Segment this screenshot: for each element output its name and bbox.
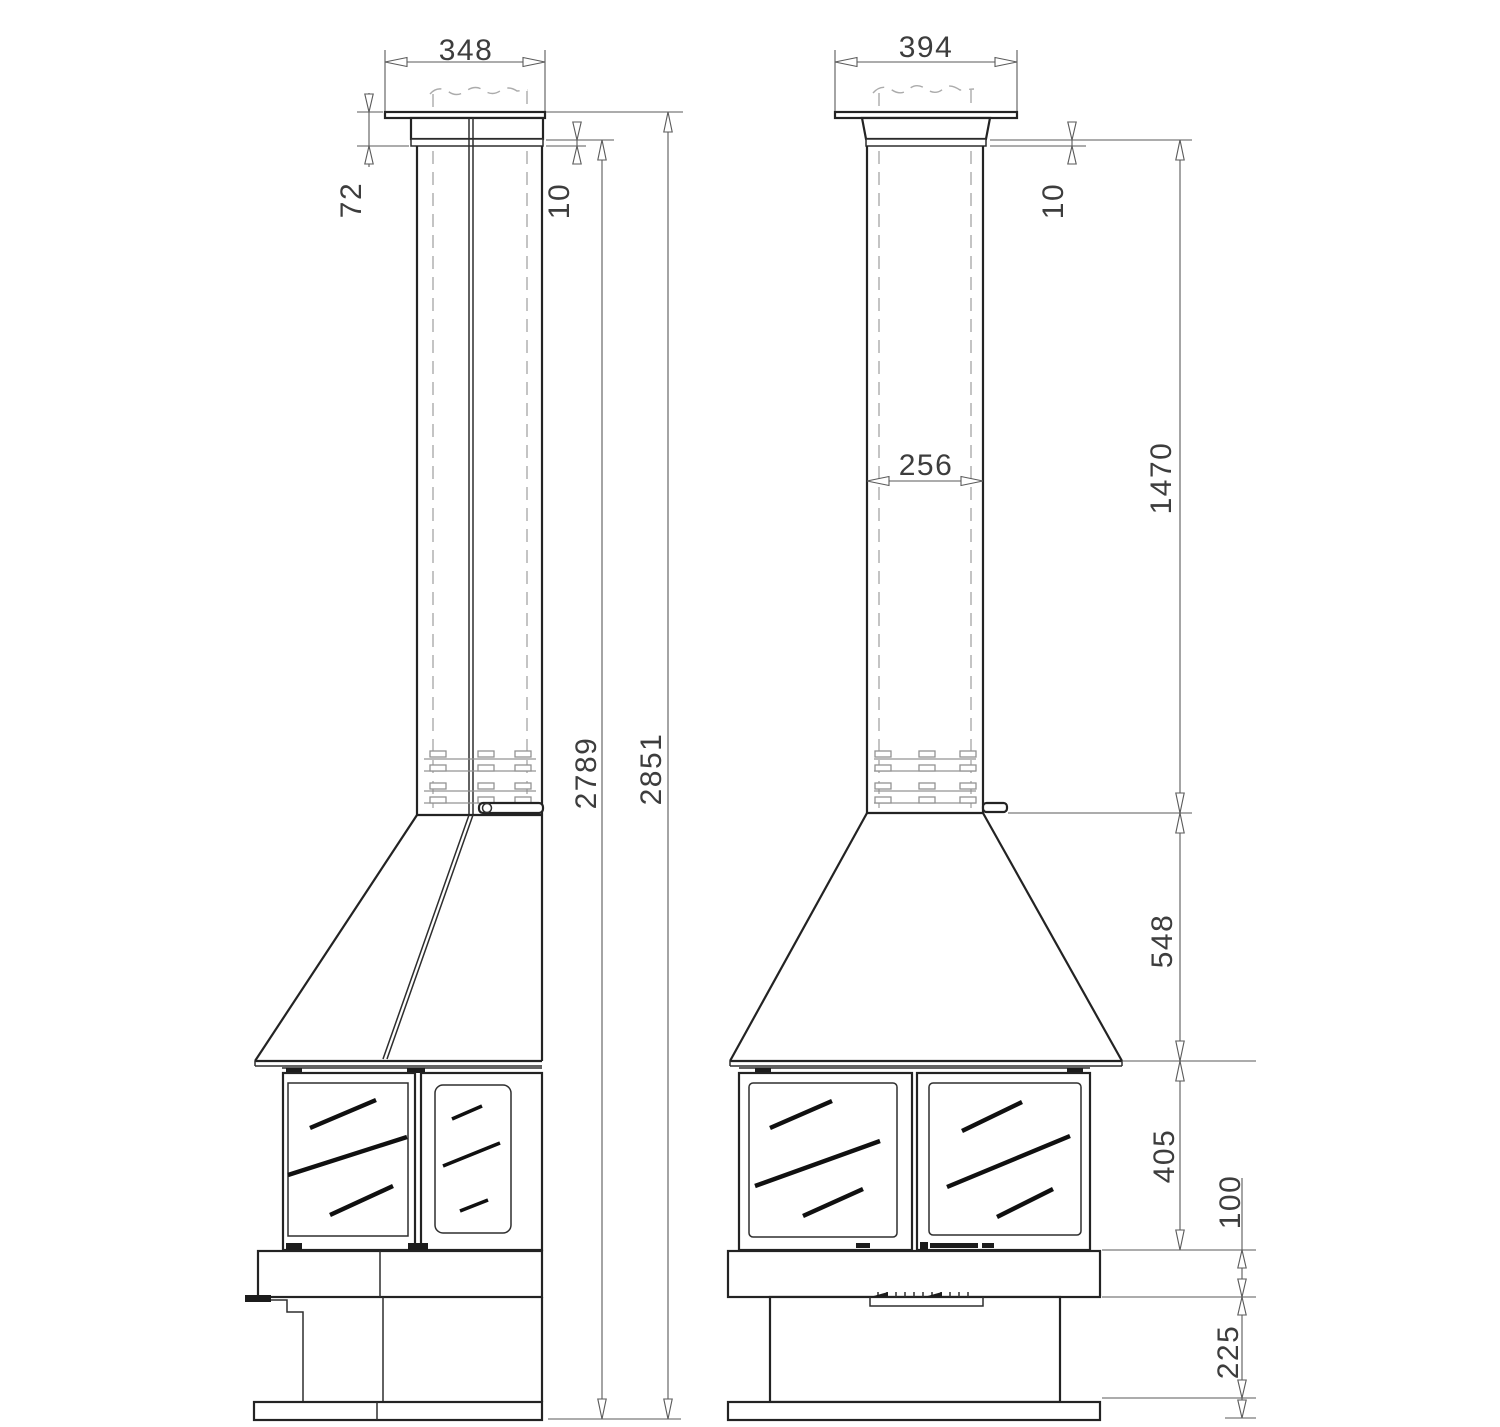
front-view-base	[728, 1251, 1100, 1420]
front-view-plinth	[728, 1402, 1100, 1420]
side-view-hinge-tab	[408, 1243, 428, 1250]
front-view	[728, 86, 1122, 1420]
side-view-chimney	[417, 146, 542, 815]
side-view-break-outline	[430, 87, 528, 111]
dim-label-right-chimney-height: 1470	[1145, 441, 1178, 515]
side-view-air-lever	[245, 1295, 271, 1302]
side-view-hearth-shelf	[258, 1251, 542, 1297]
front-view-firebox	[739, 1068, 1090, 1250]
side-view-base	[245, 1251, 542, 1420]
side-view-collar-flange	[411, 139, 543, 146]
dim-label-left-total-height: 2851	[635, 732, 668, 806]
dim-label-left-cap-height: 72	[335, 181, 368, 219]
side-view-damper-handle	[479, 803, 543, 813]
front-view-hood	[730, 813, 1122, 1066]
dim-10-right	[990, 122, 1192, 164]
side-view-firebox	[282, 1068, 542, 1250]
side-view-hinge-tab	[286, 1243, 302, 1250]
side-view-hood	[255, 815, 542, 1066]
side-view-glass-door-large	[283, 1073, 415, 1250]
dim-label-right-collar-offset: 10	[1037, 182, 1070, 220]
dim-label-left-body-height: 2789	[570, 736, 603, 810]
dim-label-right-top-width: 394	[898, 31, 954, 64]
dim-label-right-base-height: 225	[1212, 1324, 1245, 1380]
dim-label-right-firebox-height: 405	[1148, 1128, 1181, 1184]
front-view-collar	[862, 118, 990, 139]
side-view-plinth	[254, 1402, 542, 1420]
front-view-damper-handle	[983, 803, 1007, 812]
front-view-base-box	[770, 1297, 1060, 1402]
front-view-door-latch	[920, 1242, 928, 1250]
dim-548	[1008, 813, 1256, 1061]
dim-label-left-top-width: 348	[438, 34, 494, 67]
side-view-base-step	[271, 1300, 303, 1402]
side-view	[245, 87, 545, 1420]
front-view-break-outline	[873, 86, 974, 111]
dim-label-right-hood-height: 548	[1146, 913, 1179, 969]
side-view-glass-door-small	[421, 1073, 542, 1250]
front-view-hearth-shelf	[728, 1251, 1100, 1297]
side-view-damper-assembly	[424, 751, 536, 803]
side-view-collar	[411, 118, 543, 139]
front-view-collar-flange	[866, 139, 986, 146]
dim-label-right-flue-width: 256	[898, 449, 954, 482]
front-view-damper-assembly	[874, 751, 976, 803]
dim-label-right-hearth-height: 100	[1214, 1174, 1247, 1230]
front-view-door-latch	[982, 1243, 994, 1248]
front-view-door-latch	[930, 1243, 978, 1248]
front-view-door-latch	[856, 1243, 870, 1248]
dim-72	[357, 93, 409, 167]
dim-label-left-collar-offset: 10	[543, 182, 576, 220]
